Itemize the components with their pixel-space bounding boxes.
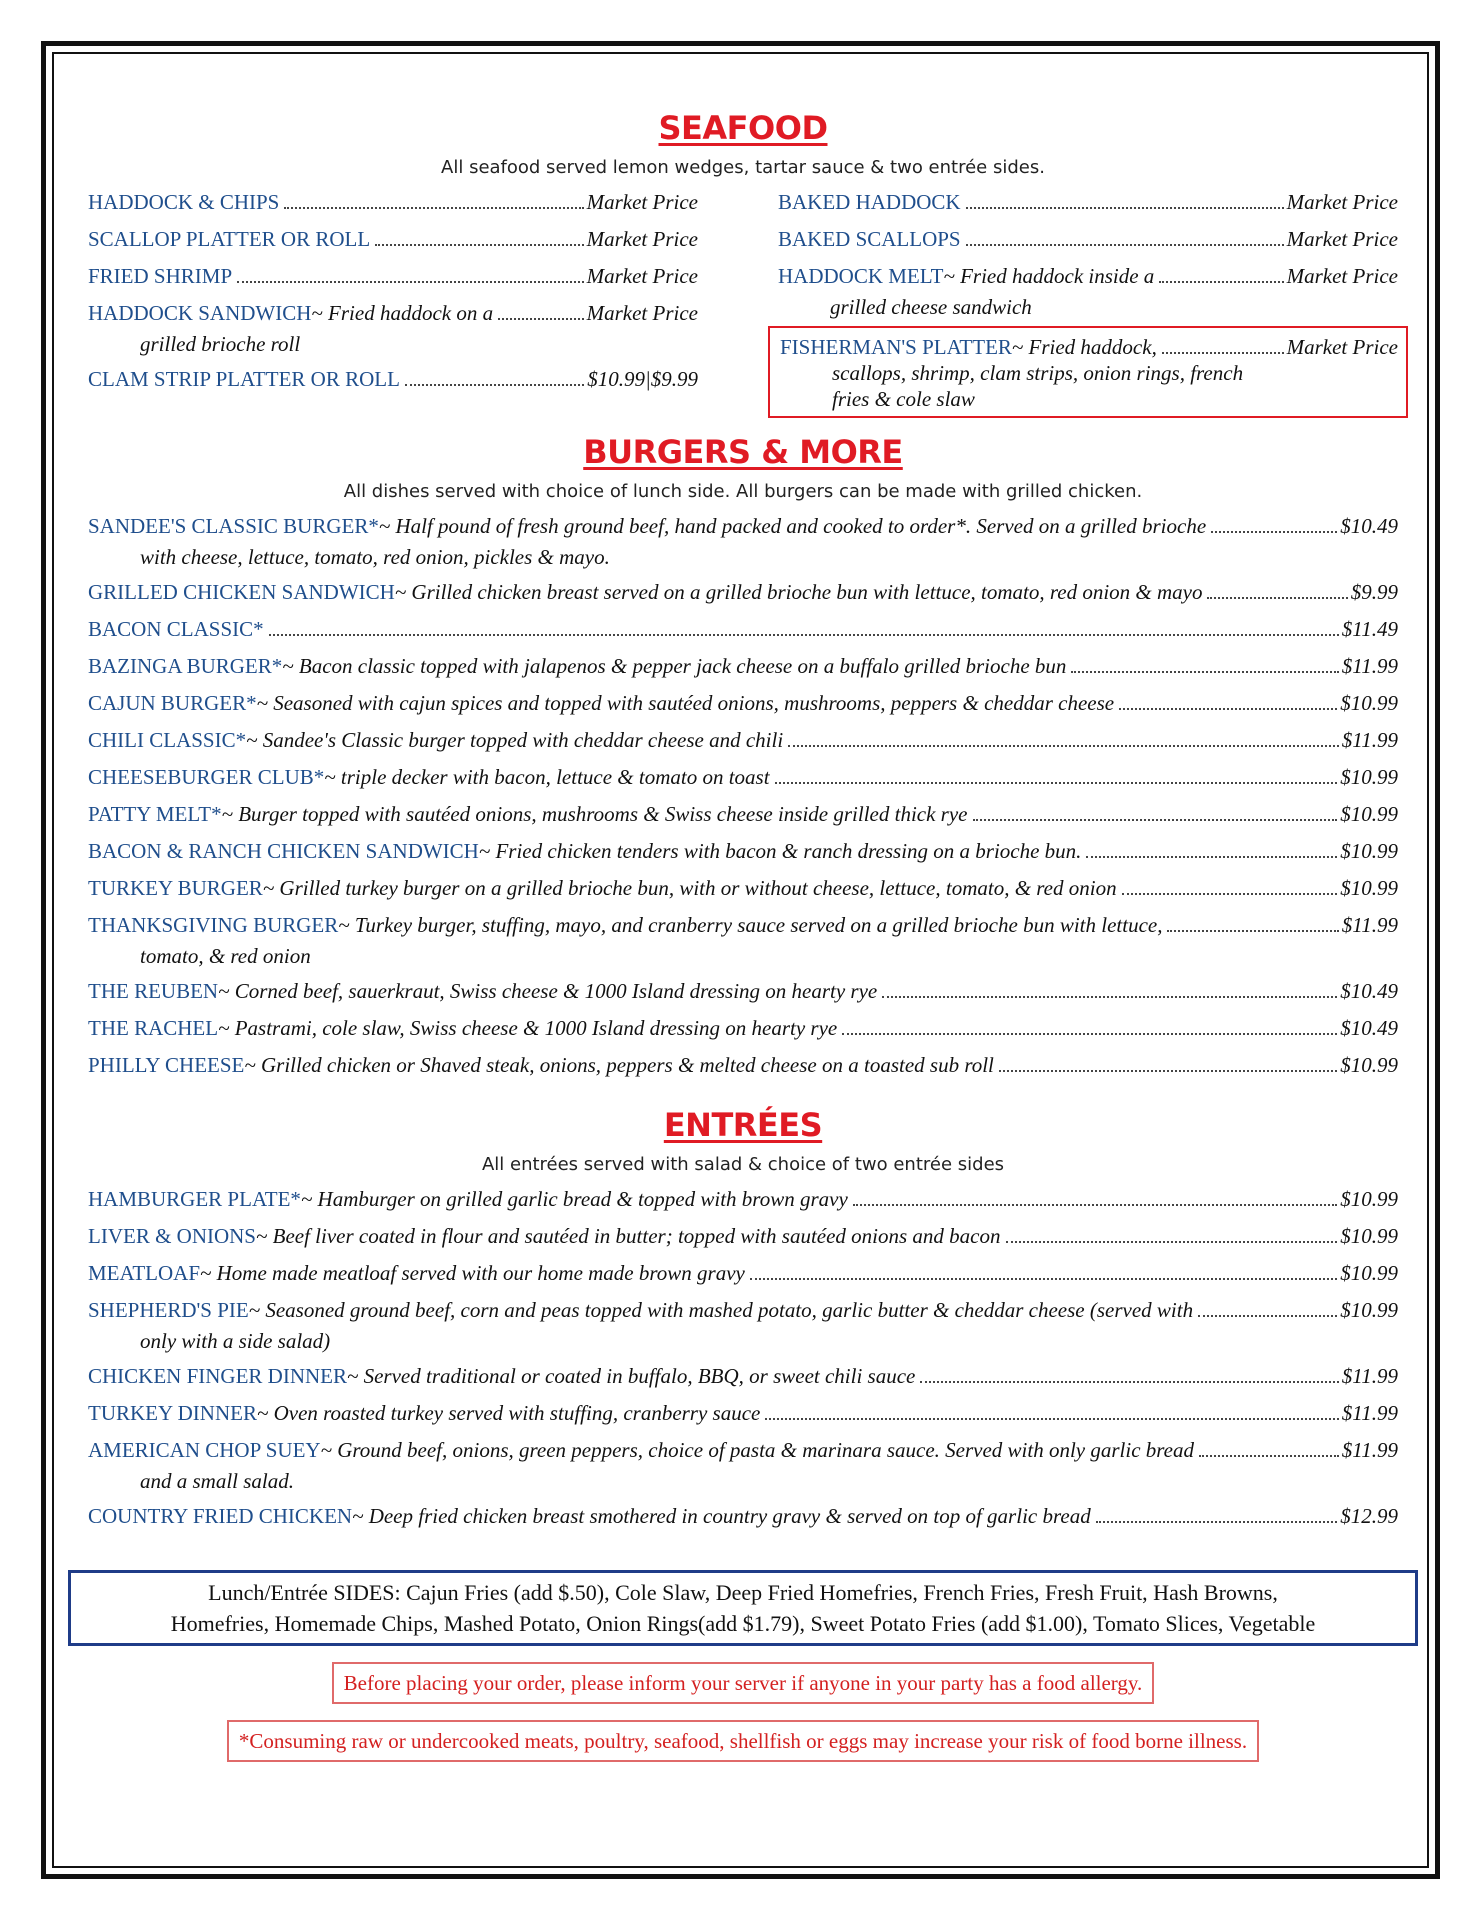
menu-item [88, 1183, 1398, 1215]
leader-dots [842, 1033, 1337, 1035]
item-price: $10.99 [1340, 839, 1398, 863]
menu-item [88, 576, 1398, 608]
item-desc: ~ Hamburger on grilled garlic bread & topped with brown gravy [300, 1187, 848, 1211]
leader-dots [973, 819, 1338, 821]
menu-item [88, 1500, 1398, 1532]
item-price: $11.99 [1341, 913, 1398, 937]
leader-dots [966, 244, 1284, 246]
item-desc: ~ Oven roasted turkey served with stuffing, cranberry sauce [256, 1401, 761, 1425]
raw-food-notice: *Consuming raw or undercooked meats, poultry, seafood, shellfish or eggs may increase your risk of food borne illness. [227, 1720, 1259, 1762]
menu-item [88, 1434, 1398, 1466]
item-desc: ~ Half pound of fresh ground beef, hand packed and cooked to order*. Served on a grilled brioche [378, 514, 1207, 538]
sides-line-2: Homefries, Homemade Chips, Mashed Potato, Onion Rings(add $1.79), Sweet Potato Fries (add $1.00), Tomato Slices, Vegetable [170, 1611, 1316, 1636]
sides-box [68, 1570, 1418, 1646]
item-price: Market Price [586, 264, 698, 288]
item-price: $10.99 [1340, 765, 1398, 789]
menu-item [88, 1360, 1398, 1392]
item-price: Market Price [586, 190, 698, 214]
sides-line-1: Lunch/Entrée SIDES: Cajun Fries (add $.50), Cole Slaw, Deep Fried Homefries, French Fries, Fresh Fruit, Hash Browns, [208, 1580, 1278, 1605]
menu-item [88, 1397, 1398, 1429]
menu-item [778, 186, 1398, 218]
menu-item [88, 260, 698, 292]
leader-dots [765, 1418, 1338, 1420]
item-name: MEATLOAF [88, 1261, 201, 1285]
item-price: $11.99 [1341, 1364, 1398, 1388]
item-price: $11.99 [1341, 1438, 1398, 1462]
item-price: $10.99 [1340, 1187, 1398, 1211]
menu-item [88, 724, 1398, 756]
burgers-title: BURGERS & MORE [583, 433, 903, 471]
menu-item [778, 223, 1398, 255]
item-price: $10.99|$9.99 [587, 367, 698, 391]
item-name: TURKEY BURGER [88, 876, 263, 900]
item-name: THE REUBEN [88, 979, 219, 1003]
item-desc: ~ Grilled chicken or Shaved steak, onions, peppers & melted cheese on a toasted sub roll [244, 1053, 994, 1077]
menu-item [88, 1257, 1398, 1289]
item-name: CLAM STRIP PLATTER OR ROLL [88, 367, 400, 391]
item-price: Market Price [1286, 190, 1398, 214]
item-price: Market Price [1286, 335, 1398, 359]
leader-dots [405, 384, 584, 386]
item-price: Market Price [1286, 264, 1398, 288]
allergy-notice: Before placing your order, please inform your server if anyone in your party has a food allergy. [332, 1662, 1155, 1704]
item-desc-continued: with cheese, lettuce, tomato, red onion, pickles & mayo. [140, 545, 610, 569]
menu-item [88, 687, 1398, 719]
item-name: COUNTRY FRIED CHICKEN [88, 1504, 353, 1528]
item-price: $11.49 [1341, 617, 1398, 641]
item-desc: ~ Fried haddock on a [311, 301, 494, 325]
item-name: THE RACHEL [88, 1016, 219, 1040]
leader-dots [853, 1204, 1337, 1206]
item-desc: ~ Fried haddock inside a [943, 264, 1155, 288]
item-name: TURKEY DINNER [88, 1401, 257, 1425]
item-name: FISHERMAN'S PLATTER [780, 335, 1012, 359]
item-name: FRIED SHRIMP [88, 264, 233, 288]
menu-item [88, 613, 1398, 645]
item-price: $9.99 [1350, 580, 1398, 604]
item-price: $11.99 [1341, 728, 1398, 752]
item-name: PHILLY CHEESE [88, 1053, 245, 1077]
item-name: HADDOCK MELT [778, 264, 944, 288]
item-price: $10.99 [1340, 802, 1398, 826]
item-name: SANDEE'S CLASSIC BURGER* [88, 514, 379, 538]
item-price: $10.99 [1340, 1224, 1398, 1248]
item-desc: ~ Fried chicken tenders with bacon & ranch dressing on a brioche bun. [478, 839, 1082, 863]
item-price: $10.99 [1340, 876, 1398, 900]
menu-item [88, 510, 1398, 542]
menu-item [88, 835, 1398, 867]
leader-dots [1198, 1315, 1337, 1317]
item-desc: ~ Burger topped with sautéed onions, mushrooms & Swiss cheese inside grilled thick rye [221, 802, 968, 826]
item-name: BAZINGA BURGER* [88, 654, 283, 678]
item-desc: ~ Corned beef, sauerkraut, Swiss cheese & 1000 Island dressing on hearty rye [218, 979, 878, 1003]
featured-item-box [768, 326, 1408, 418]
item-desc: ~ Seasoned with cajun spices and topped with sautéed onions, mushrooms, peppers & cheddar cheese [256, 691, 1115, 715]
item-name: CAJUN BURGER* [88, 691, 257, 715]
item-desc: ~ Turkey burger, stuffing, mayo, and cranberry sauce served on a grilled brioche bun with lettuce, [338, 913, 1163, 937]
leader-dots [882, 996, 1337, 998]
item-price: Market Price [1286, 227, 1398, 251]
leader-dots [788, 745, 1339, 747]
leader-dots [498, 318, 584, 320]
entrees-list [88, 1183, 1398, 1532]
entrees-subtitle: All entrées served with salad & choice of two entrée sides [481, 1154, 1005, 1175]
seafood-subtitle: All seafood served lemon wedges, tartar sauce & two entrée sides. [441, 157, 1045, 178]
item-name: CHEESEBURGER CLUB* [88, 765, 325, 789]
menu-item [88, 223, 698, 255]
item-price: $10.49 [1340, 514, 1398, 538]
menu-item [88, 650, 1398, 682]
item-desc-continued: only with a side salad) [140, 1329, 331, 1353]
menu-item [88, 761, 1398, 793]
item-price: Market Price [586, 301, 698, 325]
seafood-right-column [778, 186, 1398, 418]
leader-dots [966, 207, 1284, 209]
item-name: BACON & RANCH CHICKEN SANDWICH [88, 839, 479, 863]
item-price: $11.99 [1341, 1401, 1398, 1425]
leader-dots [1159, 281, 1283, 283]
leader-dots [375, 244, 583, 246]
item-name: BAKED SCALLOPS [778, 227, 961, 251]
menu-item [88, 186, 698, 218]
item-desc-continued: grilled brioche roll [140, 332, 301, 356]
leader-dots [1167, 930, 1338, 932]
leader-dots [269, 634, 1339, 636]
leader-dots [1199, 1455, 1339, 1457]
item-name: BACON CLASSIC* [88, 617, 264, 641]
item-desc-continued: scallops, shrimp, clam strips, onion rings, french [832, 361, 1244, 385]
item-price: $10.99 [1340, 1261, 1398, 1285]
item-desc: ~ Ground beef, onions, green peppers, choice of pasta & marinara sauce. Served with only garlic bread [320, 1438, 1194, 1462]
item-desc: ~ Seasoned ground beef, corn and peas topped with mashed potato, garlic butter & cheddar cheese (served with [248, 1298, 1194, 1322]
menu-item [88, 1012, 1398, 1044]
item-desc-continued: and a small salad. [140, 1469, 295, 1493]
leader-dots [1207, 597, 1347, 599]
item-name: PATTY MELT* [88, 802, 222, 826]
item-price: $10.99 [1340, 691, 1398, 715]
item-desc: ~ triple decker with bacon, lettuce & tomato on toast [324, 765, 770, 789]
menu-item [88, 297, 698, 329]
leader-dots [1071, 671, 1338, 673]
leader-dots [1006, 1241, 1338, 1243]
item-name: LIVER & ONIONS [88, 1224, 256, 1248]
item-name: THANKSGIVING BURGER [88, 913, 339, 937]
item-price: $10.99 [1340, 1053, 1398, 1077]
menu-item [778, 260, 1398, 292]
menu-item [88, 798, 1398, 830]
item-name: AMERICAN CHOP SUEY [88, 1438, 321, 1462]
leader-dots [237, 281, 584, 283]
item-name: CHICKEN FINGER DINNER [88, 1364, 347, 1388]
item-desc-continued: fries & cole slaw [832, 387, 975, 411]
leader-dots [1122, 893, 1338, 895]
leader-dots [920, 1381, 1338, 1383]
item-name: BAKED HADDOCK [778, 190, 961, 214]
menu-item [88, 909, 1398, 941]
item-price: $10.49 [1340, 1016, 1398, 1040]
leader-dots [999, 1070, 1337, 1072]
item-name: HAMBURGER PLATE* [88, 1187, 301, 1211]
burgers-list [88, 510, 1398, 1081]
menu-content [88, 108, 1398, 1762]
item-name: SCALLOP PLATTER OR ROLL [88, 227, 371, 251]
seafood-left-column [88, 186, 698, 418]
leader-dots [775, 782, 1338, 784]
item-price: $10.49 [1340, 979, 1398, 1003]
item-price: $12.99 [1340, 1504, 1398, 1528]
item-desc: ~ Home made meatloaf served with our home made brown gravy [200, 1261, 745, 1285]
item-name: HADDOCK & CHIPS [88, 190, 280, 214]
item-desc: ~ Fried haddock, [1011, 335, 1157, 359]
item-desc: ~ Beef liver coated in flour and sautéed in butter; topped with sautéed onions and bacon [256, 1224, 1001, 1248]
item-name: GRILLED CHICKEN SANDWICH [88, 580, 395, 604]
menu-item [88, 363, 698, 395]
item-price: Market Price [586, 227, 698, 251]
item-desc: ~ Sandee's Classic burger topped with cheddar cheese and chili [246, 728, 784, 752]
item-desc: ~ Grilled chicken breast served on a grilled brioche bun with lettuce, tomato, red onion & mayo [394, 580, 1203, 604]
menu-item [88, 872, 1398, 904]
item-name: HADDOCK SANDWICH [88, 301, 312, 325]
item-name: SHEPHERD'S PIE [88, 1298, 249, 1322]
item-desc: ~ Pastrami, cole slaw, Swiss cheese & 1000 Island dressing on hearty rye [218, 1016, 838, 1040]
menu-item [88, 1049, 1398, 1081]
seafood-title: SEAFOOD [658, 109, 828, 147]
item-price: $10.99 [1340, 1298, 1398, 1322]
leader-dots [1119, 708, 1337, 710]
seafood-columns [88, 186, 1398, 418]
leader-dots [284, 207, 583, 209]
leader-dots [1086, 856, 1337, 858]
item-desc: ~ Bacon classic topped with jalapenos & pepper jack cheese on a buffalo grilled brioche bun [282, 654, 1067, 678]
menu-item [88, 1220, 1398, 1252]
leader-dots [1211, 531, 1337, 533]
item-desc: ~ Deep fried chicken breast smothered in country gravy & served on top of garlic bread [352, 1504, 1091, 1528]
leader-dots [1162, 352, 1284, 354]
item-desc: ~ Grilled turkey burger on a grilled brioche bun, with or without cheese, lettuce, tomato, & red onion [262, 876, 1117, 900]
item-name: CHILI CLASSIC* [88, 728, 247, 752]
item-price: $11.99 [1341, 654, 1398, 678]
leader-dots [1096, 1521, 1338, 1523]
leader-dots [750, 1278, 1337, 1280]
burgers-subtitle: All dishes served with choice of lunch side. All burgers can be made with grilled chicken. [343, 481, 1143, 502]
item-desc: ~ Served traditional or coated in buffalo, BBQ, or sweet chili sauce [347, 1364, 916, 1388]
item-desc-continued: tomato, & red onion [140, 944, 311, 968]
menu-item [88, 975, 1398, 1007]
item-desc-continued: grilled cheese sandwich [830, 295, 1032, 319]
entrees-title: ENTRÉES [663, 1106, 823, 1144]
menu-item [88, 1294, 1398, 1326]
